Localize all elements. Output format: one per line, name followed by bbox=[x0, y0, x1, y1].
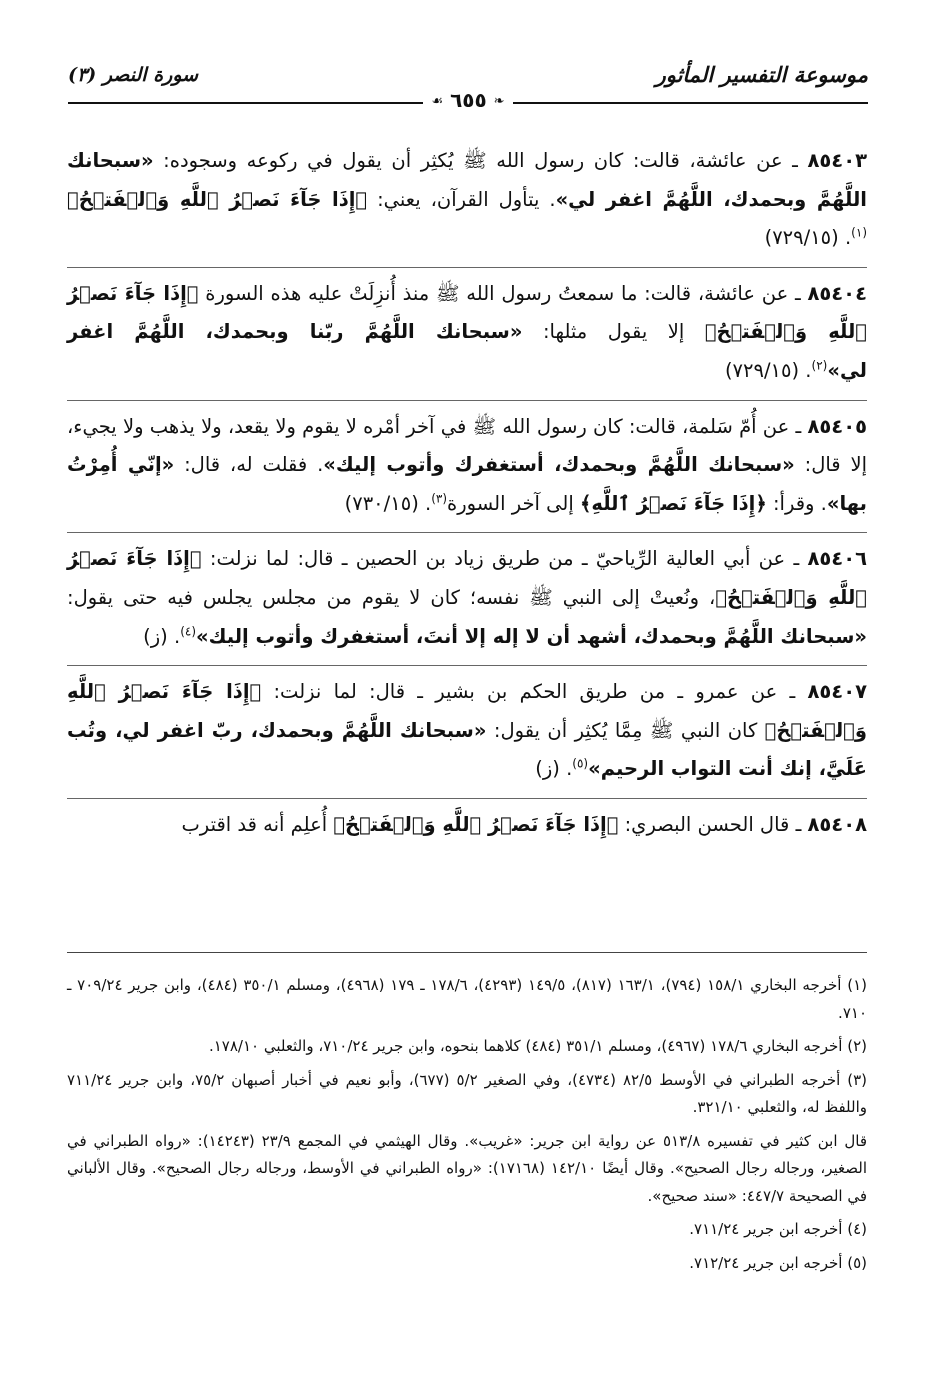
bold-text: «سبحانك اللَّهُمَّ وبحمدك، أشهد أن لا إله إلا أنتَ، أستغفرك وأتوب إليك» bbox=[196, 624, 867, 648]
bold-text: «إنّي أُمِرْتُ بها» bbox=[67, 453, 867, 515]
footnote-marker[interactable]: (٣) bbox=[431, 491, 448, 506]
bold-text: ﴿إِذَا جَآءَ نَصۡرُ ٱللَّهِ وَٱلۡفَتۡحُ﴾ bbox=[67, 547, 867, 609]
entry-separator bbox=[67, 267, 867, 268]
body-text bbox=[67, 142, 867, 854]
entry-separator bbox=[67, 665, 867, 666]
entry-number: ٨٥٤٠٦ bbox=[807, 547, 867, 571]
ornament-icon: ❧ bbox=[493, 94, 505, 109]
hadith-entry bbox=[67, 142, 867, 258]
bold-text: «سبحانك اللَّهُمَّ وبحمدك، أستغفرك وأتوب إليك» bbox=[323, 453, 795, 477]
entry-separator bbox=[67, 798, 867, 799]
entry-text: ـ قال الحسن البصري: bbox=[618, 812, 808, 836]
volume-reference: . (ز) bbox=[143, 624, 181, 648]
bold-text: ﴿إِذَا جَآءَ نَصۡرُ ٱللَّهِ وَٱلۡفَتۡحُ﴾ bbox=[67, 187, 368, 211]
entry-text: إلى آخر السورة bbox=[447, 491, 580, 515]
entry-text: ـ عن أبي العالية الرِّياحيّ ـ من طريق زياد بن الحصين ـ قال: لما نزلت: bbox=[201, 547, 808, 571]
hadith-entry bbox=[67, 275, 867, 391]
hadith-entry bbox=[67, 540, 867, 656]
entry-text: . فقلت له، قال: bbox=[174, 453, 324, 477]
footnote: (٥) أخرجه ابن جرير ٧١٢/٢٤. bbox=[689, 1253, 867, 1272]
volume-reference: . (٧٢٩/١٥) bbox=[764, 226, 852, 250]
footnote: (٤) أخرجه ابن جرير ٧١١/٢٤. bbox=[689, 1220, 867, 1238]
entry-text: ـ عن عائشة، قالت: ما سمعتُ رسول الله ﷺ منذ أُنزِلَتْ عليه هذه السورة bbox=[198, 281, 808, 305]
bold-text: ﴿إِذَا جَآءَ نَصۡرُ ٱللَّهِ وَٱلۡفَتۡحُ﴾ bbox=[67, 680, 867, 742]
footnote: (٢) أخرجه البخاري ١٧٨/٦ (٤٩٦٧)، ومسلم ٣٥١/١ (٤٨٤) كلاهما بنحوه، وابن جرير ٧١٠/٢٤، والثعلبي ١٧٨/١٠. bbox=[208, 1037, 867, 1055]
entry-text: ـ عن عمرو ـ من طريق الحكم بن بشير ـ قال: لما نزلت: bbox=[261, 680, 808, 704]
entry-text: كان النبي ﷺ مِمَّا يُكثِر أن يقول: bbox=[486, 718, 765, 742]
volume-reference: . (ز) bbox=[535, 757, 573, 781]
footnote: (١) أخرجه البخاري ١٥٨/١ (٧٩٤)، ١٦٣/١ (٨١٧)، ١٤٩/٥ (٤٢٩٣)، ١٧٨/٦ ـ ١٧٩ (٤٩٦٨)، ومسلم ٣٥٠/١ (٤٨٤)، وابن جرير ٧٠٩/٢٤ ـ ٧١٠. bbox=[67, 976, 867, 1022]
bold-text: «سبحانك اللَّهُمَّ وبحمدك، اللَّهُمَّ اغفر لي» bbox=[67, 149, 867, 211]
footnote-marker[interactable]: (٥) bbox=[572, 756, 589, 771]
bold-text: «سبحانك اللَّهُمَّ ربّنا وبحمدك، اللَّهُمَّ اغفر لي» bbox=[67, 320, 867, 382]
footnote: قال ابن كثير في تفسيره ٥١٣/٨ عن رواية ابن جرير: «غريب». وقال الهيثمي في المجمع ٢٣/٩ (١٤٢٤٣): «رواه الطبراني في الصغير، ورجاله رجال الصحيح». وقال أيضًا ١٤٢/١٠ (١٧١٦٨): «رواه الطبراني في الأوسط، ورجاله رجال الصحيح». وقال الألباني في الصحيحة ٤٤٧/٧: «سند صحيح». bbox=[67, 1131, 868, 1205]
hadith-entry bbox=[67, 408, 867, 524]
entry-number: ٨٥٤٠٣ bbox=[807, 149, 867, 172]
footnotes bbox=[67, 972, 867, 1283]
entry-separator bbox=[67, 532, 867, 533]
footnote-marker[interactable]: (٢) bbox=[811, 358, 828, 373]
surah-title: سورة النصر (٣) bbox=[68, 64, 199, 86]
bold-text: ﴿إِذَا جَآءَ نَصۡرُ ٱللَّهِ وَٱلۡفَتۡحُ﴾ bbox=[67, 281, 868, 344]
footnote-rule bbox=[67, 952, 867, 953]
entry-text: إلا يقول مثلها: bbox=[522, 320, 705, 344]
entry-text: ـ عن عائشة، قالت: كان رسول الله ﷺ يُكثِر أن يقول في ركوعه وسجوده: bbox=[153, 149, 808, 172]
page-header bbox=[68, 62, 868, 114]
footnote: (٣) أخرجه الطبراني في الأوسط ٨٢/٥ (٤٧٣٤)، وفي الصغير ٥/٢ (٦٧٧)، وأبو نعيم في أخبار أصبهان ٧٥/٢، وابن جرير ٧١١/٢٤ واللفظ له، والثعلبي ٣٢١/١٠. bbox=[67, 1070, 868, 1116]
bold-text: ﴿إِذَا جَآءَ نَصۡرُ ٱللَّهِ﴾ bbox=[579, 491, 767, 515]
entry-number: ٨٥٤٠٧ bbox=[807, 680, 867, 704]
book-title: موسوعة التفسير المأثور bbox=[655, 62, 868, 87]
entry-number: ٨٥٤٠٨ bbox=[807, 812, 867, 836]
entry-text: أُعلِم أنه قد اقترب bbox=[181, 812, 334, 836]
entry-text: . يتأول القرآن، يعني: bbox=[367, 187, 556, 211]
entry-number: ٨٥٤٠٤ bbox=[807, 281, 867, 305]
volume-reference: . (٧٢٩/١٥) bbox=[724, 358, 812, 382]
page-number-value: ٦٥٥ bbox=[450, 88, 487, 112]
hadith-entry bbox=[67, 673, 867, 789]
entry-separator bbox=[67, 400, 867, 401]
entry-number: ٨٥٤٠٥ bbox=[807, 414, 867, 438]
footnote-marker[interactable]: (٤) bbox=[180, 624, 197, 639]
ornament-icon: ☙ bbox=[431, 94, 444, 109]
entry-text: . وقرأ: bbox=[766, 491, 827, 515]
bold-text: ﴿إِذَا جَآءَ نَصۡرُ ٱللَّهِ وَٱلۡفَتۡحُ﴾ bbox=[333, 812, 619, 836]
volume-reference: . (٧٣٠/١٥) bbox=[344, 491, 432, 515]
entry-text: ، ونُعيتْ إلى النبي ﷺ نفسه؛ كان لا يقوم من مجلس يجلس فيه حتى يقول: bbox=[67, 585, 716, 609]
bold-text: «سبحانك اللَّهُمَّ وبحمدك، ربّ اغفر لي، وتُب عَلَيَّ، إنك أنت التواب الرحيم» bbox=[67, 718, 867, 781]
entry-text: ـ عن أُمّ سَلمة، قالت: كان رسول الله ﷺ في آخر أمْره لا يقوم ولا يقعد، ولا يذهب ولا يجيء، إلا قال: bbox=[67, 414, 867, 477]
page-number bbox=[423, 88, 512, 112]
footnote-marker[interactable]: (١) bbox=[851, 225, 867, 240]
hadith-entry bbox=[67, 806, 867, 845]
